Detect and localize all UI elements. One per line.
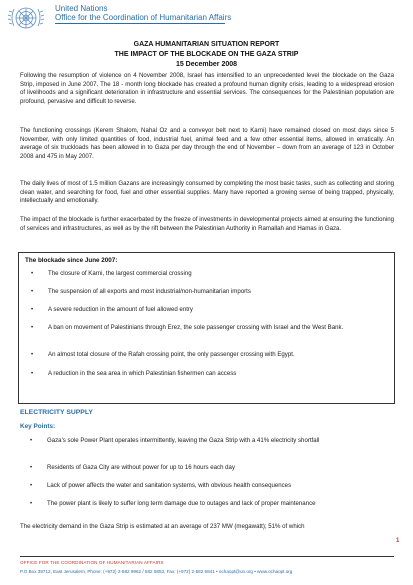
paragraph-electricity-demand: The electricity demand in the Gaza Strip is estimated at an average of 237 MW (megawatt); 51% of which [20,523,305,530]
list-item: • A severe reduction in the amount of fuel allowed entry [31,306,193,313]
list-item: • A ban on movement of Palestinians through Erez, the sole passenger crossing with Israel and the West Bank. [31,324,344,331]
un-emblem-icon [6,2,46,36]
document-header [0,0,413,36]
bullet-icon: • [31,351,34,358]
page-number: 1 [396,538,400,544]
bullet-icon: • [31,288,34,295]
report-date: 15 December 2008 [175,61,238,68]
key-points-label: Key Points: [20,423,56,430]
footer-office-name: OFFICE FOR THE COORDINATION OF HUMANITARIAN AFFAIRS [20,560,164,565]
list-item: • The suspension of all exports and most industrial/non-humanitarian imports [31,288,251,295]
paragraph-daily-lives: The daily lives of most of 1.5 million Gazans are increasingly consumed by completing the most basic tasks, such as collecting and storing clean water, and searching for food, fuel and other essential supplies. Many have reported a growing sense of being trapped, physically, intellectually and emotionally. [20,180,394,205]
header-divider [55,23,225,24]
report-titles [0,40,413,70]
paragraph-crossings: The functioning crossings (Kerem Shalom, Nahal Oz and a conveyor belt next to Karni) have remained closed on most days since 5 November, with only limited quantities of food, industrial fuel, animal feed and a few other essential items, allowed in erratically. An average of six truckloads has been allowed in to Gaza per day through the end of November – down from an average of 123 in October 2008 and 475 in May 2007. [20,127,394,160]
bullet-icon: • [30,437,33,444]
key-point-item: • Lack of power affects the water and sanitation systems, with obvious health consequences [30,482,292,489]
blockade-box-title: The blockade since June 2007: [25,257,118,264]
report-title: GAZA HUMANITARIAN SITUATION REPORT [133,41,280,48]
footer-contact-line: P.O.Box 38712, East Jerusalem, Phone: (+972) 2-582 9962 / 582 5853, Fax: (+972) 2-582 5841 • ochaopt@un.org • www.ochaopt.org [20,569,293,574]
list-item: • An almost total closure of the Rafah crossing point, the only passenger crossing with Egypt. [31,351,295,358]
report-subtitle: THE IMPACT OF THE BLOCKADE ON THE GAZA STRIP [114,51,299,58]
blockade-box [18,252,395,404]
key-point-item: • The power plant is likely to suffer long term damage due to outages and lack of proper maintenance [30,500,316,507]
footer-divider [20,556,394,557]
bullet-icon: • [30,500,33,507]
section-heading-electricity: ELECTRICITY SUPPLY [20,409,93,416]
key-point-item: • Residents of Gaza City are without power for up to 16 hours each day [30,464,235,471]
paragraph-impact: The impact of the blockade is further exacerbated by the freeze of investments in developmental projects aimed at ensuring the functioning of services and infrastructures, as well as by the rift between the Palestinian Authority in Ramallah and Hamas in Gaza. [20,216,394,232]
bullet-icon: • [30,482,33,489]
org-office: Office for the Coordination of Humanitarian Affairs [55,13,232,22]
key-point-item: • Gaza's sole Power Plant operates intermittently, leaving the Gaza Strip with a 41% electricity shortfall [30,437,320,444]
list-item: • A reduction in the sea area in which Palestinian fishermen can access [31,370,237,377]
bullet-icon: • [31,270,34,277]
bullet-icon: • [31,370,34,377]
bullet-icon: • [31,324,34,331]
bullet-icon: • [30,464,33,471]
list-item: • The closure of Karni, the largest commercial crossing [31,270,192,277]
bullet-icon: • [31,306,34,313]
paragraph-intro: Following the resumption of violence on 4 November 2008, Israel has intensified to an unprecedented level the blockade on the Gaza Strip, imposed in June 2007. The 18 - month long blockade has created a profound human dignity crisis, leading to a widespread erosion of livelihoods and a significant deterioration in infrastructure and essential services. The consequences for the Palestinian population are profound, pervasive and difficult to reverse. [20,72,394,105]
org-name: United Nations [55,4,108,13]
